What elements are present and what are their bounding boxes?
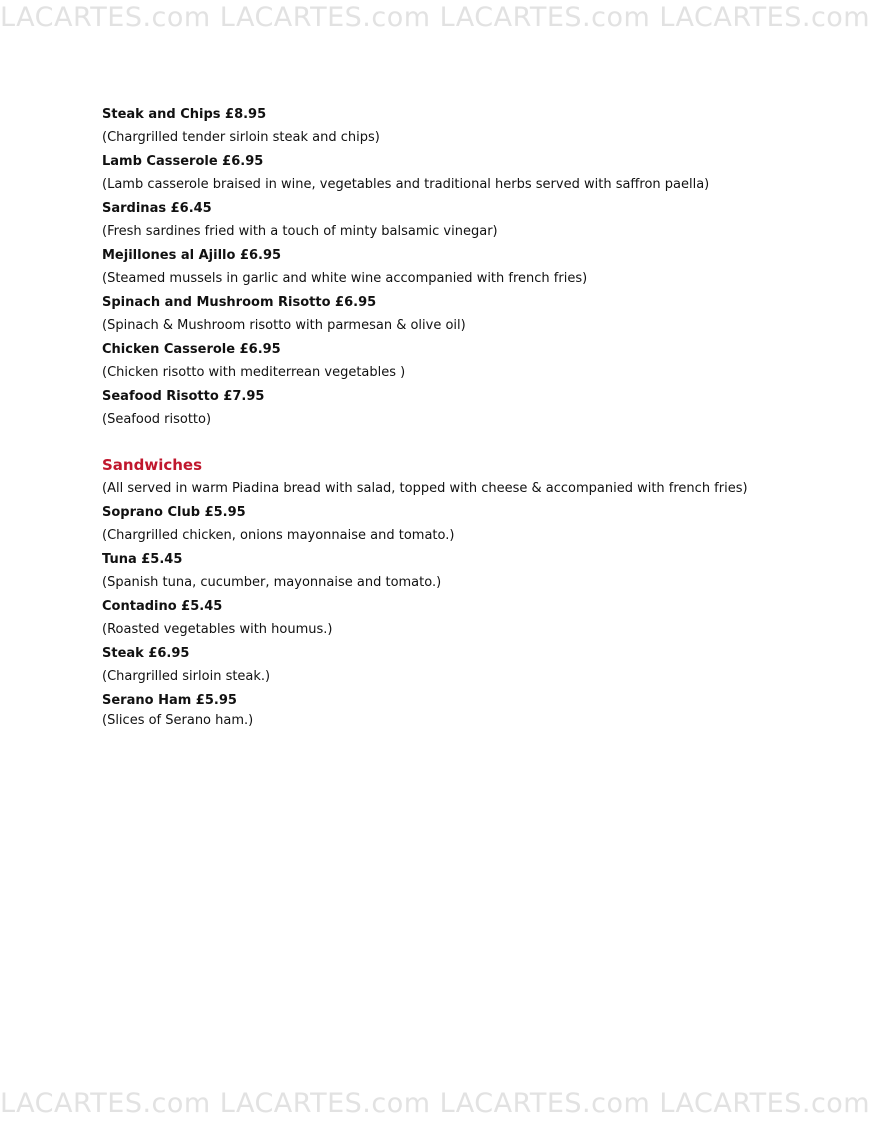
menu-item: [102, 103, 822, 150]
item-description: (Spanish tuna, cucumber, mayonnaise and tomato.): [102, 575, 442, 590]
menu-item: [102, 244, 822, 291]
menu-item: [102, 595, 822, 642]
watermark-top: LACARTES.com LACARTES.com LACARTES.com LACARTES.com: [0, 2, 870, 33]
item-description: (Lamb casserole braised in wine, vegetables and traditional herbs served with saffron paella): [102, 177, 710, 192]
item-name: Chicken Casserole £6.95: [102, 342, 281, 357]
item-name: Soprano Club £5.95: [102, 505, 246, 520]
section-spacer: [102, 432, 822, 453]
item-name: Mejillones al Ajillo £6.95: [102, 248, 282, 263]
item-description: (Chargrilled tender sirloin steak and chips): [102, 130, 380, 145]
mains-list: [102, 103, 822, 432]
item-description: (Slices of Serano ham.): [102, 713, 254, 728]
item-description: (Chargrilled chicken, onions mayonnaise and tomato.): [102, 528, 455, 543]
menu-item: [102, 291, 822, 338]
section-intro: (All served in warm Piadina bread with salad, topped with cheese & accompanied with french fries): [102, 481, 748, 496]
item-name: Serano Ham £5.95: [102, 693, 237, 708]
item-name: Seafood Risotto £7.95: [102, 389, 265, 404]
item-description: (Chargrilled sirloin steak.): [102, 669, 271, 684]
item-description: (Steamed mussels in garlic and white wine accompanied with french fries): [102, 271, 588, 286]
sandwiches-section: [102, 453, 822, 730]
item-name: Contadino £5.45: [102, 599, 223, 614]
item-name: Steak £6.95: [102, 646, 190, 661]
item-description: (Spinach & Mushroom risotto with parmesan & olive oil): [102, 318, 466, 333]
menu-item: [102, 689, 822, 730]
menu-item: [102, 385, 822, 432]
menu-item: [102, 150, 822, 197]
item-name: Spinach and Mushroom Risotto £6.95: [102, 295, 377, 310]
menu-item: [102, 338, 822, 385]
menu-page: [102, 103, 822, 730]
watermark-bottom: LACARTES.com LACARTES.com LACARTES.com LACARTES.com: [0, 1088, 870, 1119]
item-name: Lamb Casserole £6.95: [102, 154, 264, 169]
item-name: Tuna £5.45: [102, 552, 183, 567]
item-name: Sardinas £6.45: [102, 201, 212, 216]
item-description: (Seafood risotto): [102, 412, 212, 427]
section-title: Sandwiches: [102, 456, 203, 474]
item-description: (Chicken risotto with mediterrean vegetables ): [102, 365, 406, 380]
menu-item: [102, 501, 822, 548]
item-description: (Fresh sardines fried with a touch of minty balsamic vinegar): [102, 224, 498, 239]
menu-item: [102, 642, 822, 689]
menu-item: [102, 548, 822, 595]
item-name: Steak and Chips £8.95: [102, 107, 267, 122]
menu-item: [102, 197, 822, 244]
item-description: (Roasted vegetables with houmus.): [102, 622, 333, 637]
